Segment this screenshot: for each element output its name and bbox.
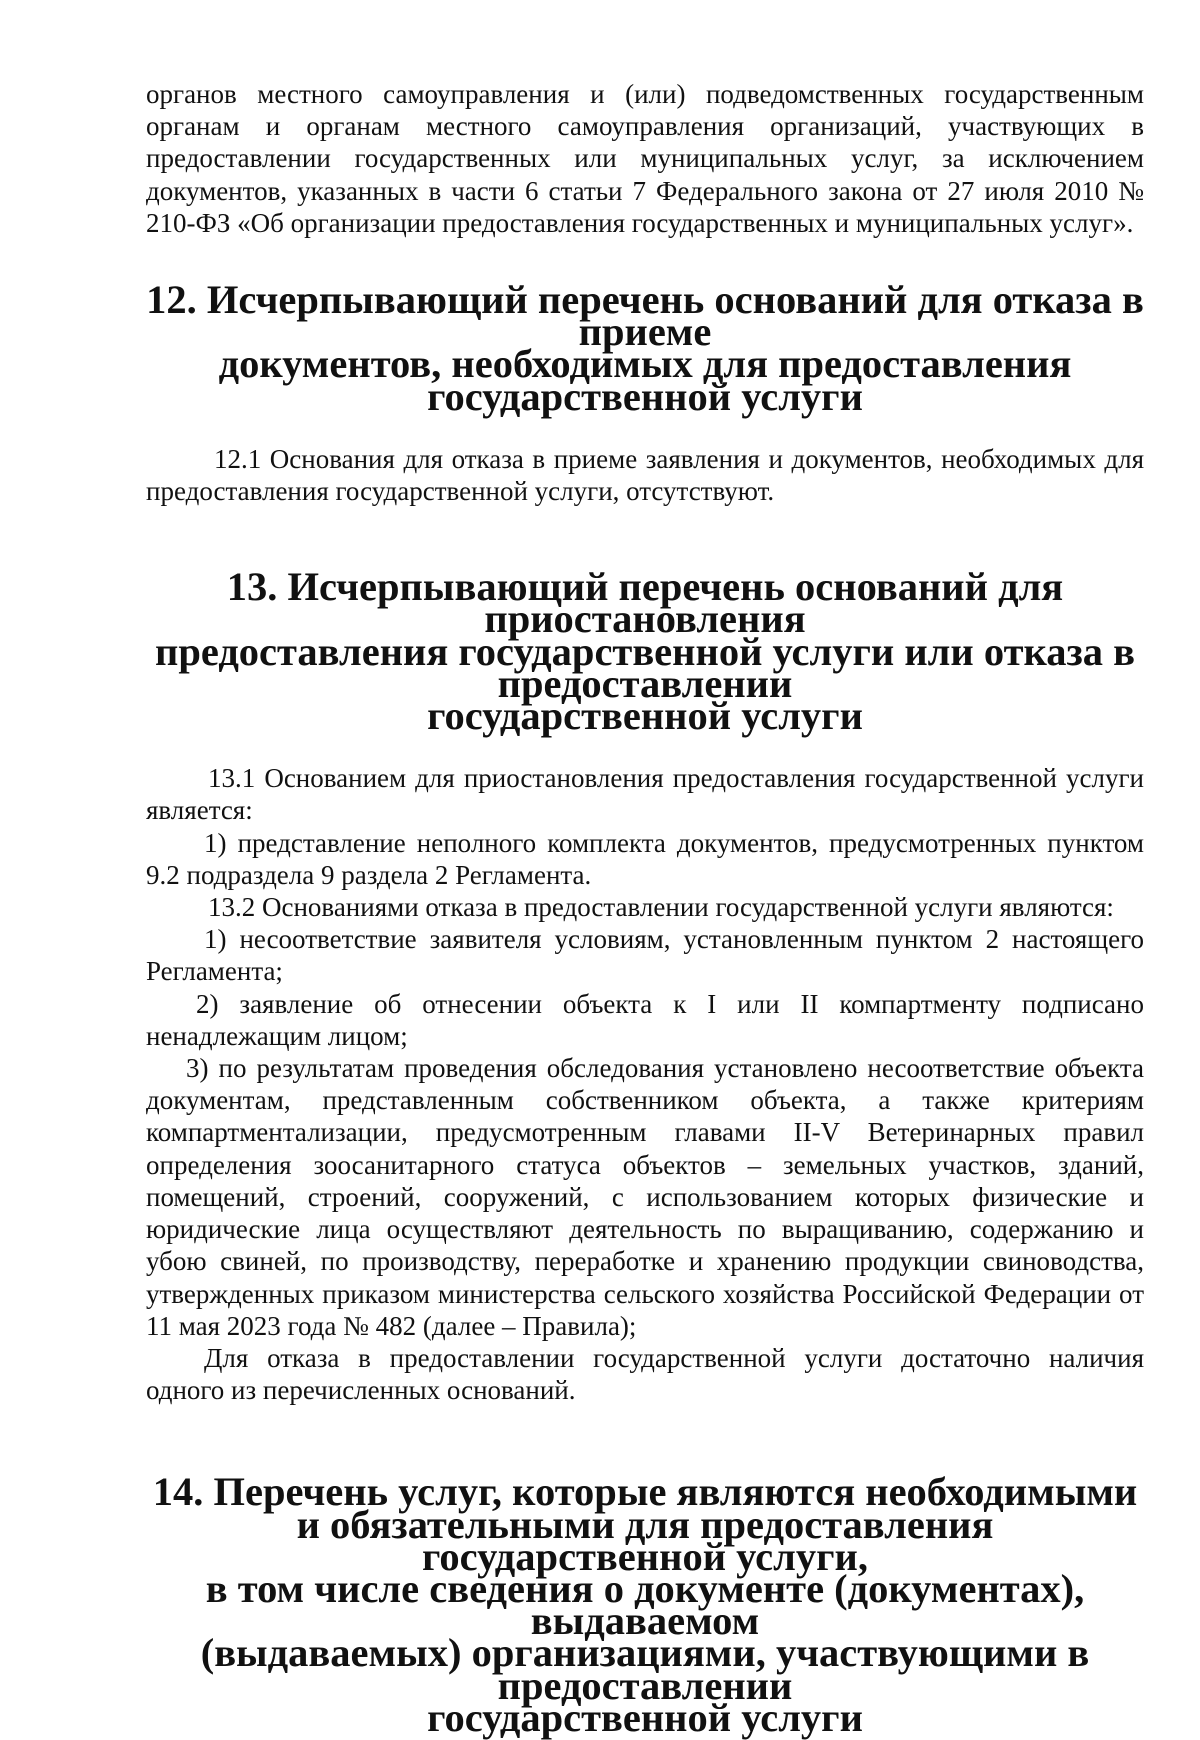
paragraph-13-closing: Для отказа в предоставлении государственной услуги достаточно наличия одного из перечисленных оснований. — [146, 1342, 1144, 1406]
section-12-heading — [146, 277, 1144, 419]
section-12-heading-line: 12. Исчерпывающий перечень оснований для отказа в приеме — [146, 277, 1144, 355]
paragraph-13-2-item-2: 2) заявление об отнесении объекта к I или II компартменту подписано ненадлежащим лицом; — [146, 988, 1144, 1051]
paragraph-13-1: 13.1 Основанием для приостановления предоставления государственной услуги является: — [146, 763, 1144, 826]
section-14-heading — [146, 1469, 1144, 1740]
paragraph-13-1-item-1: 1) представление неполного комплекта документов, предусмотренных пунктом 9.2 подраздела 9 раздела 2 Регламента. — [146, 827, 1144, 890]
section-13-heading-line: предоставления государственной услуги или отказа в предоставлении — [155, 628, 1135, 706]
section-14-heading-line: и обязательными для предоставления государственной услуги, — [296, 1501, 994, 1579]
document-page — [146, 78, 1144, 1740]
paragraph-12-1: 12.1 Основания для отказа в приеме заявления и документов, необходимых для предоставления государственной услуги, отсутствуют. — [146, 443, 1144, 507]
section-14-heading-line: (выдаваемых) организациями, участвующими в предоставлении — [200, 1630, 1090, 1708]
section-13-heading — [146, 564, 1144, 739]
section-14-heading-line: в том числе сведения о документе (документах), выдаваемом — [205, 1565, 1085, 1644]
section-14-heading-line: государственной услуги — [427, 1694, 863, 1740]
section-14-heading-line: 14. Перечень услуг, которые являются необходимыми — [152, 1469, 1138, 1515]
section-13-heading-line: 13. Исчерпывающий перечень оснований для приостановления — [226, 564, 1064, 642]
section-12-heading-line: документов, необходимых для предоставления государственной услуги — [218, 341, 1072, 419]
paragraph-13-2-item-1: 1) несоответствие заявителя условиям, установленным пунктом 2 настоящего Регламента; — [146, 924, 1144, 987]
paragraph-13-2-item-3: 3) по результатам проведения обследования установлено несоответствие объекта документам, представленным собственником объекта, а также критериям компартментализации, предусмотренным главами II-V Ветеринарных правил определения зоосанитарного статуса объектов – земельных участков, зданий, помещений, строений, сооружений, с использованием которых физические и юридические лица осуществляют деятельность по выращиванию, содержанию и убою свиней, по производству, переработке и хранению продукции свиноводства, утвержденных приказом министерства сельского хозяйства Российской Федерации от 11 мая 2023 года № 482 (далее – Правила); — [146, 1053, 1144, 1341]
section-13-heading-line: государственной услуги — [427, 693, 863, 739]
intro-paragraph: органов местного самоуправления и (или) подведомственных государственным органам и органам местного самоуправления организаций, участвующих в предоставлении государственных или муниципальных услуг, за исключением документов, указанных в части 6 статьи 7 Федерального закона от 27 июля 2010 № 210-ФЗ «Об организации предоставления государственных и муниципальных услуг». — [146, 79, 1144, 238]
paragraph-13-2: 13.2 Основаниями отказа в предоставлении государственной услуги являются: — [208, 892, 1114, 923]
